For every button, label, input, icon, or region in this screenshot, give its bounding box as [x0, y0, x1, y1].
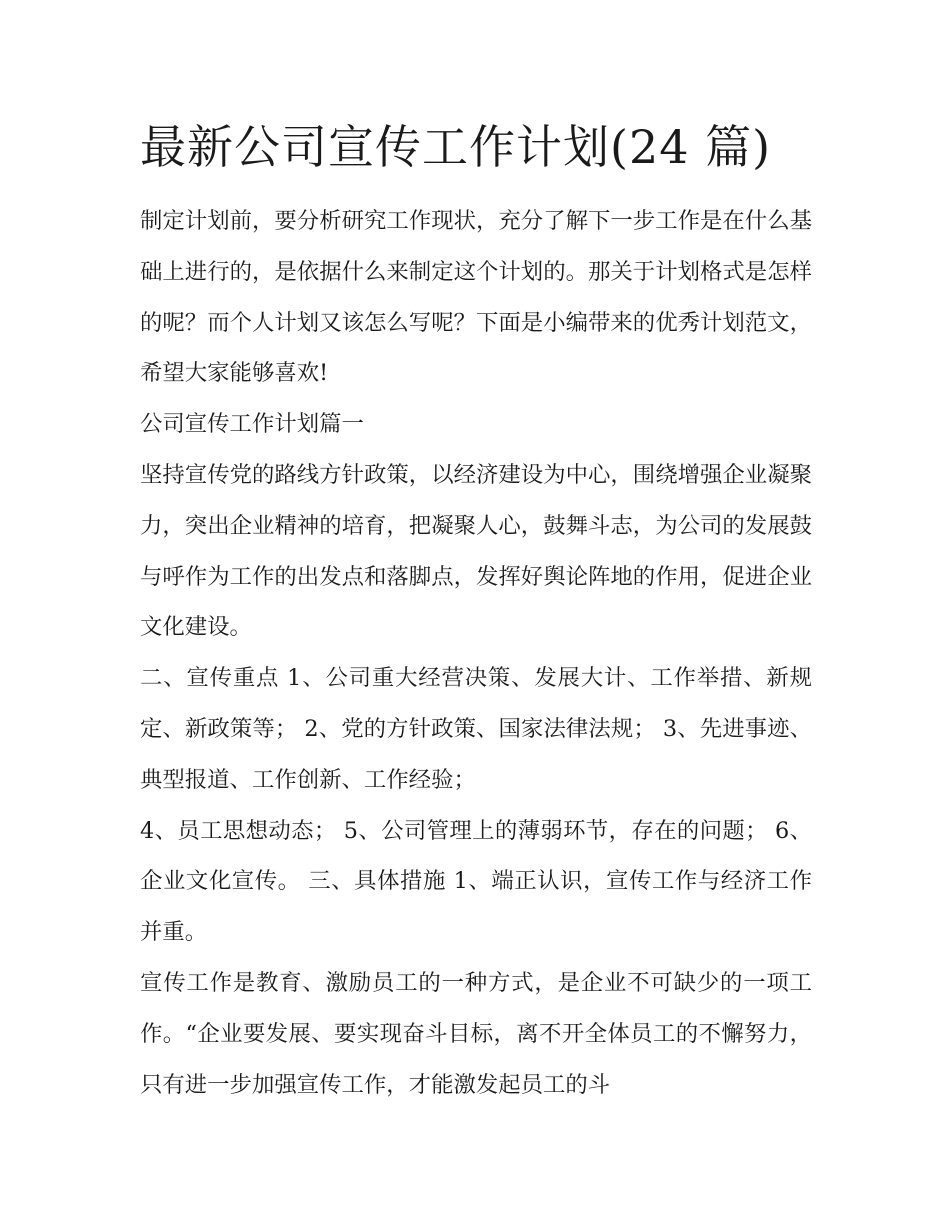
document-title: 最新公司宣传工作计划(24 篇): [140, 120, 772, 174]
body-paragraph: 4、员工思想动态； 5、公司管理上的薄弱环节，存在的问题； 6、企业文化宣传。 三、具体措施 1、端正认识，宣传工作与经济工作并重。: [140, 817, 812, 946]
intro-paragraph: 制定计划前，要分析研究工作现状，充分了解下一步工作是在什么基础上进行的，是依据什么来制定这个计划的。那关于计划格式是怎样的呢？而个人计划又该怎么写呢？下面是小编带来的优秀计划范文，希望大家能够喜欢!: [140, 208, 812, 387]
body-paragraph: 坚持宣传党的路线方针政策，以经济建设为中心，围绕增强企业凝聚力，突出企业精神的培育，把凝聚人心，鼓舞斗志，为公司的发展鼓与呼作为工作的出发点和落脚点，发挥好舆论阵地的作用，促进企业文化建设。: [140, 461, 812, 641]
body-paragraph: 二、宣传重点 1、公司重大经营决策、发展大计、工作举措、新规定、新政策等； 2、党的方针政策、国家法律法规； 3、先进事迹、典型报道、工作创新、工作经验；: [140, 665, 812, 793]
section-heading: 公司宣传工作计划篇一: [140, 411, 364, 438]
body-paragraph: 宣传工作是教育、激励员工的一种方式，是企业不可缺少的一项工作。“企业要发展、要实现奋斗目标，离不开全体员工的不懈努力，只有进一步加强宣传工作，才能激发起员工的斗: [140, 969, 812, 1098]
document-page: [140, 112, 812, 1110]
